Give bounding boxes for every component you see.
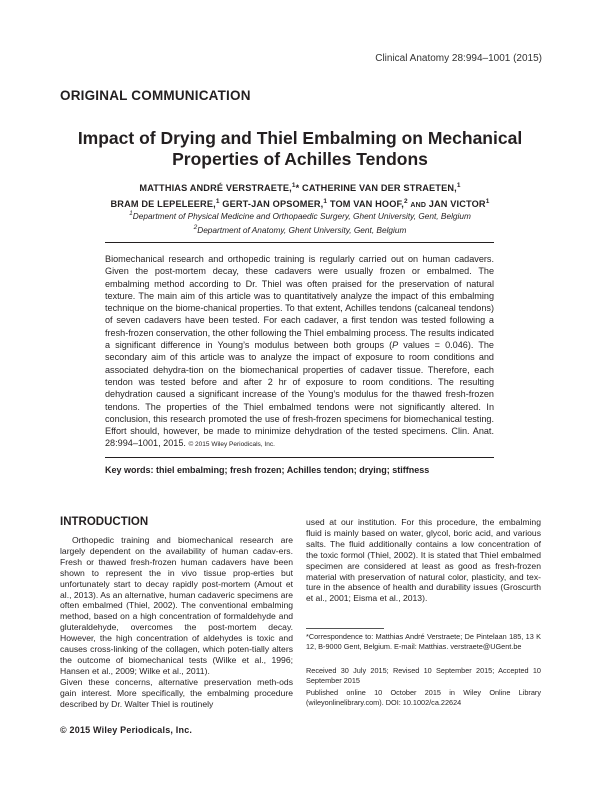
abstract-copyright: © 2015 Wiley Periodicals, Inc. <box>188 441 275 449</box>
affiliation <box>60 222 540 236</box>
affiliation <box>60 208 540 222</box>
received-dates-footnote: Received 30 July 2015; Revised 10 September 2015; Accepted 10 September 2015 <box>306 666 541 686</box>
author-name: JAN VICTOR <box>428 199 486 210</box>
section-type-heading: ORIGINAL COMMUNICATION <box>60 88 251 103</box>
author-name: MATTHIAS ANDRÉ VERSTRAETE, <box>139 183 292 194</box>
introduction-heading: INTRODUCTION <box>60 516 149 528</box>
author-affiliation-mark: 1 <box>485 198 490 206</box>
affiliation-text: Department of Physical Medicine and Orthopaedic Surgery, Ghent University, Gent, Belgium <box>132 210 471 221</box>
abstract-top-rule <box>105 242 494 243</box>
introduction-left-column <box>60 535 293 710</box>
author-name: CATHERINE VAN DER STRAETEN, <box>302 183 457 194</box>
affiliations <box>60 208 540 236</box>
article-title: Impact of Drying and Thiel Embalming on Mechanical Properties of Achilles Tendons <box>77 128 523 169</box>
introduction-right-column <box>306 517 541 604</box>
author-name: TOM VAN HOOF, <box>329 199 404 210</box>
publication-footnote: Published online 10 October 2015 in Wiley Online Library (wileyonlinelibrary.com). DOI: 10.1002/ca.22624 <box>306 688 541 708</box>
abstract-text: Biomechanical research and orthopedic training is regularly carried out on human cadavers. Given the post-mortem decay, these cadavers were usually frozen or embalmed. The embalming method according to Dr. Thiel was often praised for the preservation of natural texture. The main aim of this article was to quantitatively analyze the impact of this embalming technique on the biome-chanical properties. To that extent, Achilles tendons (calcaneal tendons) of seven cadavers have been tested. For each cadaver, a first tendon was tested following a fresh-frozen conservation, the other following the Thiel embalming process. The results indicated a significant difference in Young’s modulus between both groups ( <box>105 254 494 351</box>
author-affiliation-mark: 1 <box>215 198 220 206</box>
author-affiliation-mark: 2 <box>403 198 408 206</box>
correspondence-footnote: *Correspondence to: Matthias André Verstraete; De Pintelaan 185, 13 K 12, B-9000 Gent, Belgium. E-mail: Matthias. verstraete@UGent.be <box>306 632 541 652</box>
abstract-text: values = 0.046). The secondary aim of this article was to analyze the impact of exposure to room conditions and associated dehydra-tion on the biomechanical properties of cadaver tissue. Therefore, each tendon was tested before and after 2 hr of exposure to room conditions. The resulting dehydration caused a significant increase of the Young’s modulus for the thawed fresh-frozen tendons. The properties of the Thiel embalmed tendons were not significantly altered. In conclusion, this research promoted the use of fresh-frozen specimens for biomechanical testing. Effort should, however, be made to minimize dehydration of the tested specimens. Clin. Anat. 28:994–1001, 2015. <box>105 340 494 449</box>
paragraph: Given these concerns, alternative preservation meth-ods gain interest. More specifically, the embalming procedure described by Dr. Walter Thiel is routinely <box>60 676 293 709</box>
abstract-bottom-rule <box>105 457 494 458</box>
footer-copyright: © 2015 Wiley Periodicals, Inc. <box>60 725 193 735</box>
author-conjunction: AND <box>410 202 427 210</box>
corresponding-mark: * <box>295 183 300 194</box>
affiliation-text: Department of Anatomy, Ghent University, Gent, Belgium <box>197 224 407 235</box>
affiliation-mark: 2 <box>193 223 198 231</box>
author-affiliation-mark: 1 <box>291 182 296 189</box>
paragraph: Orthopedic training and biomechanical research are largely dependent on the availability of human cadav-ers. Fresh or thawed fresh-frozen human cadavers have been shown to represent the in vivo tissue prop-erties but unfortunately start to decay rapidly post-mortem (Amout et al., 2013). As an alternative, human cadaveric specimens are often embalmed (Thiel, 2002). The conventional embalming method, based on a high concentration of formaldehyde and gluteraldehyde, overcomes the post-mortem decay. However, the high concentration of aldehydes is toxic and causes cross-linking of the collagen, which poten-tially alters the outcome of biomechanical tests (Wilke et al., 1996; Hansen et al., 2009; Wilke et al., 2011). <box>60 535 293 676</box>
author-affiliation-mark: 1 <box>456 182 461 189</box>
author-affiliation-mark: 1 <box>323 198 328 206</box>
footnote-rule <box>306 628 384 629</box>
author-name: BRAM DE LEPELEERE, <box>110 199 216 210</box>
keywords: Key words: thiel embalming; fresh frozen; Achilles tendon; drying; stiffness <box>105 465 430 475</box>
journal-reference: Clinical Anatomy 28:994–1001 (2015) <box>375 53 542 64</box>
abstract <box>105 253 494 452</box>
affiliation-mark: 1 <box>129 210 133 217</box>
p-value-symbol: P <box>392 340 399 351</box>
author-name: GERT-JAN OPSOMER, <box>222 199 324 210</box>
paragraph: used at our institution. For this procedure, the embalming fluid is mainly based on water, glycol, boric acid, and various salts. The fluid additionally contains a low concentration of the toxic formol (Thiel, 2002). It is stated that Thiel embalmed specimen are considered at least as good as fresh-frozen material with preservation of natural color, plasticity, and tex-ture in the absence of health and durability issues (Groscurth et al., 2001; Eisma et al., 2013). <box>306 517 541 604</box>
